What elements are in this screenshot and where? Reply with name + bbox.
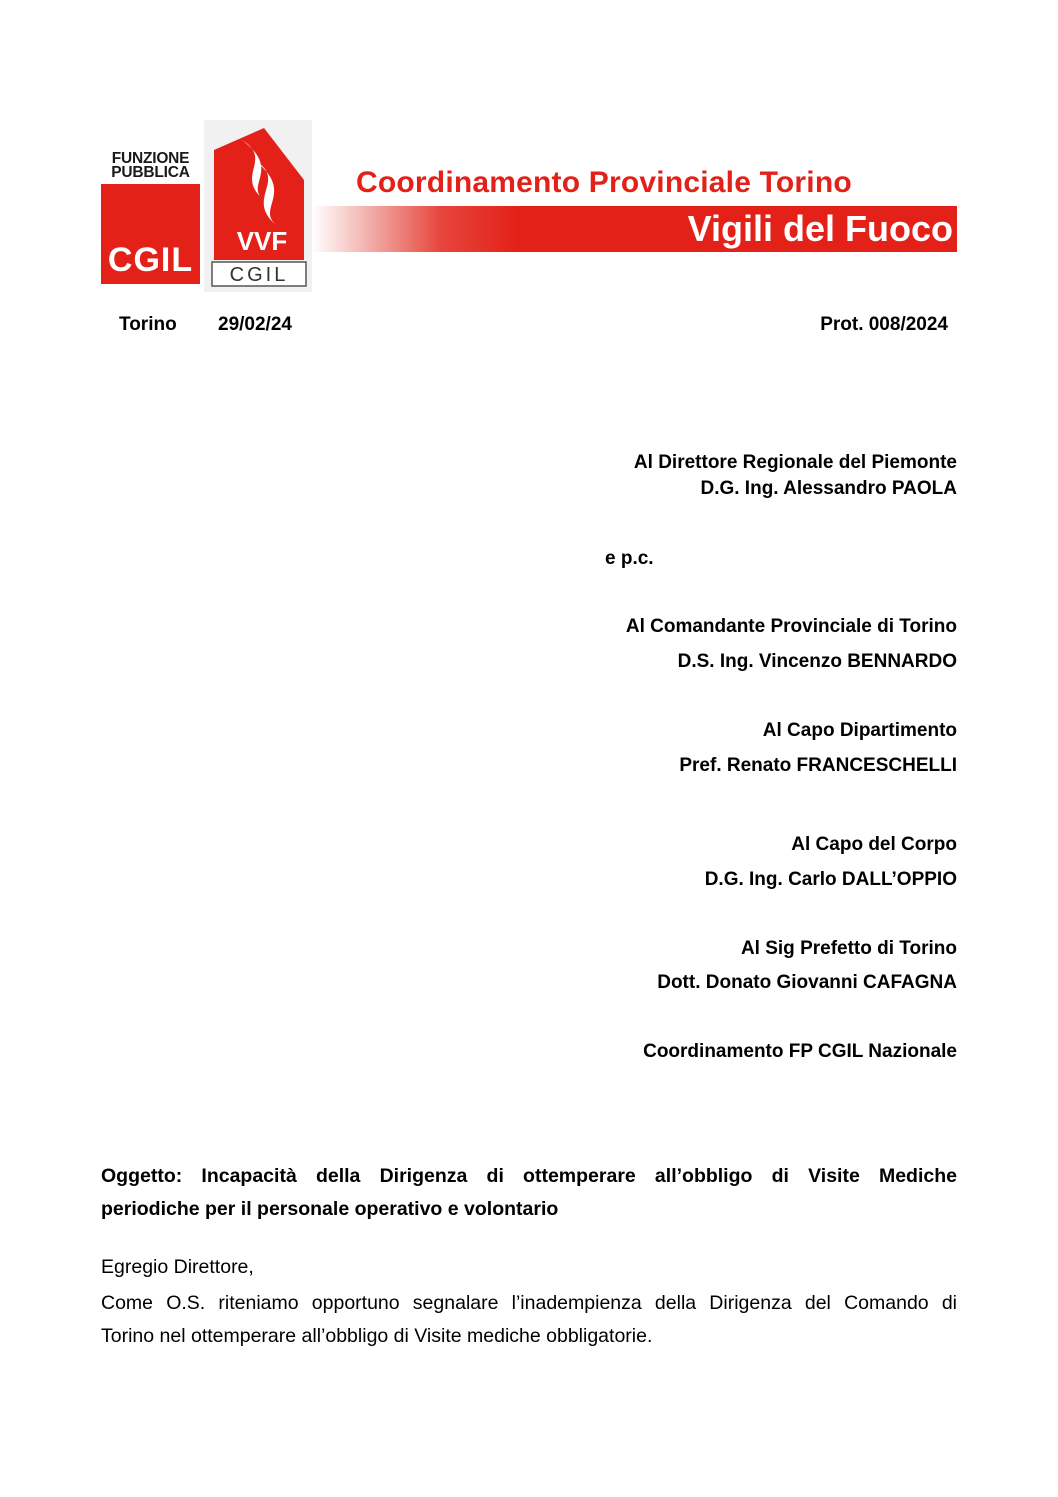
recipient-coordinamento-nazionale: Coordinamento FP CGIL Nazionale <box>643 1041 957 1062</box>
logo-funzione-pubblica-text: FUNZIONE PUBBLICA <box>111 150 190 181</box>
recipient-direttore-name: D.G. Ing. Alessandro PAOLA <box>700 478 957 499</box>
recipient-prefetto-name: Dott. Donato Giovanni CAFAGNA <box>657 972 957 993</box>
letter-paragraph <box>101 1287 957 1353</box>
vvf-cgil-logo <box>204 120 312 292</box>
subject-line-2: periodiche per il personale operativo e volontario <box>101 1198 559 1220</box>
recipient-capo-dipartimento-title: Al Capo Dipartimento <box>762 720 957 741</box>
logo-red-square <box>101 184 200 284</box>
header-title-vigili: Vigili del Fuoco <box>687 208 953 249</box>
vvf-logo-subtext: CGIL <box>229 264 289 286</box>
document-place: Torino <box>119 314 177 335</box>
recipient-prefetto-title: Al Sig Prefetto di Torino <box>740 938 957 959</box>
logo-cgil-text: CGIL <box>107 241 194 279</box>
letter-subject <box>101 1160 957 1226</box>
per-conoscenza-label: e p.c. <box>605 548 654 569</box>
letter-greeting: Egregio Direttore, <box>101 1256 254 1278</box>
paragraph-line-1: Come O.S. riteniamo opportuno segnalare l’inadempienza della Dirigenza del Comando di <box>101 1292 957 1314</box>
subject-line-1: Oggetto: Incapacità della Dirigenza di ottemperare all’obbligo di Visite Mediche <box>101 1165 957 1187</box>
document-date: 29/02/24 <box>218 314 292 335</box>
funzione-pubblica-cgil-logo <box>101 152 200 284</box>
recipient-comandante-title: Al Comandante Provinciale di Torino <box>625 616 957 637</box>
recipient-capo-corpo-title: Al Capo del Corpo <box>791 834 957 855</box>
vvf-logo-text: VVF <box>236 226 288 256</box>
protocol-number: Prot. 008/2024 <box>820 314 948 335</box>
header-title-coordinamento: Coordinamento Provinciale Torino <box>356 166 852 199</box>
recipient-direttore-title: Al Direttore Regionale del Piemonte <box>633 452 957 473</box>
header-red-bar <box>312 206 957 252</box>
recipient-capo-corpo-name: D.G. Ing. Carlo DALL’OPPIO <box>704 869 957 890</box>
recipient-comandante-name: D.S. Ing. Vincenzo BENNARDO <box>677 651 957 672</box>
recipient-capo-dipartimento-name: Pref. Renato FRANCESCHELLI <box>679 755 957 776</box>
paragraph-line-2: Torino nel ottemperare all’obbligo di Visite mediche obbligatorie. <box>101 1325 653 1347</box>
